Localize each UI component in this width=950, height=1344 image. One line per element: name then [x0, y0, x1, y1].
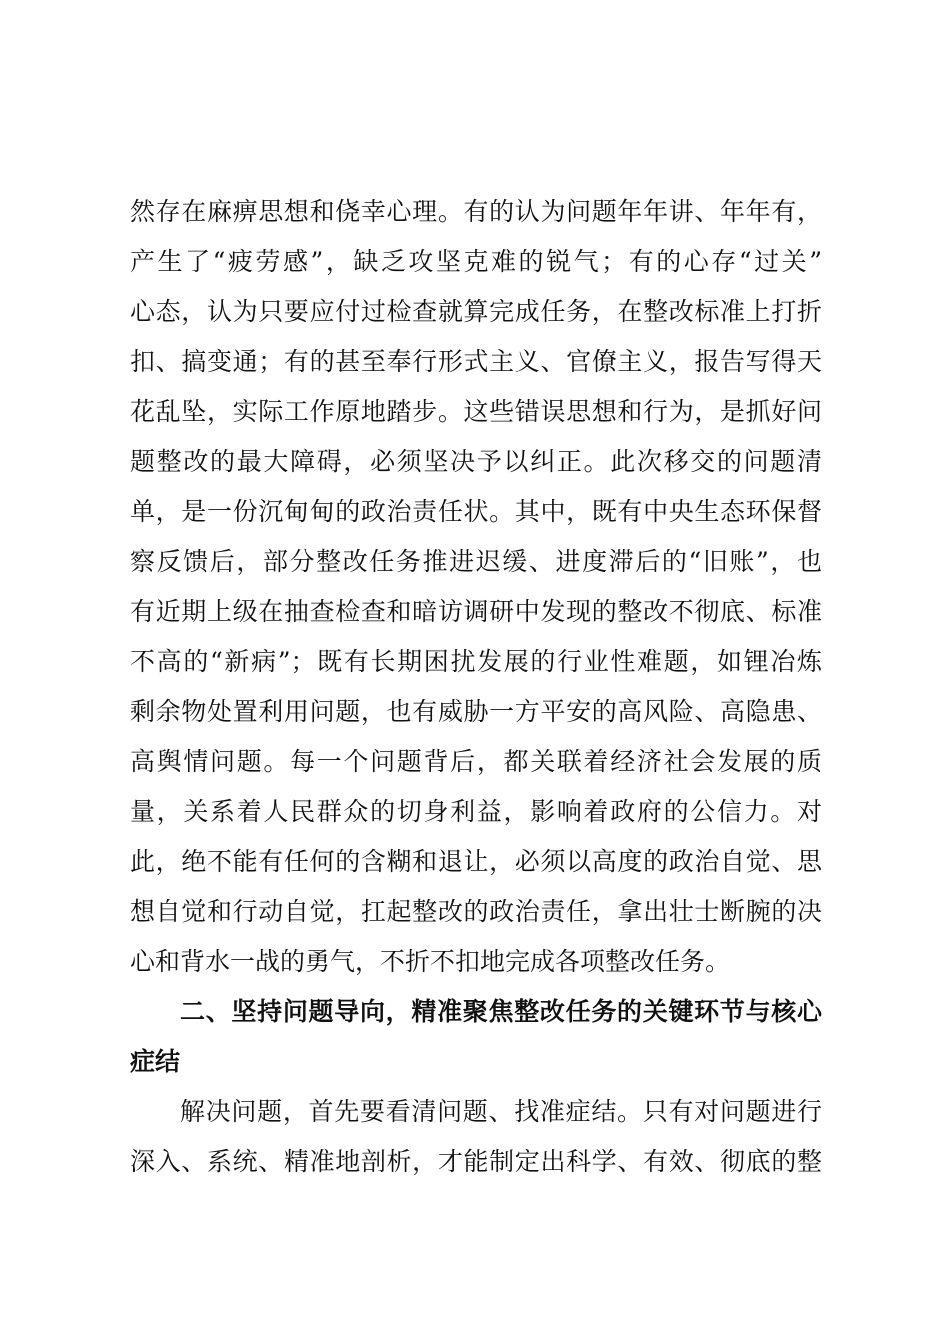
- text-line: 扣、搞变通；有的甚至奉行形式主义、官僚主义，报告写得天: [130, 347, 822, 376]
- text-line: 题整改的最大障碍，必须坚决予以纠正。此次移交的问题清: [130, 447, 822, 476]
- text-line: 剩余物处置利用问题，也有威胁一方平安的高风险、高隐患、: [130, 697, 822, 726]
- text-line: 此，绝不能有任何的含糊和退让，必须以高度的政治自觉、思: [130, 847, 822, 876]
- text-line: 花乱坠，实际工作原地踏步。这些错误思想和行为，是抓好问: [130, 397, 822, 426]
- body-paragraph: [130, 1087, 822, 1187]
- heading-line: 二、坚持问题导向，精准聚焦整改任务的关键环节与核心: [180, 997, 822, 1026]
- text-line: 然存在麻痹思想和侥幸心理。有的认为问题年年讲、年年有，: [130, 197, 822, 226]
- text-line: 心态，认为只要应付过检查就算完成任务，在整改标准上打折: [130, 297, 822, 326]
- text-line: 察反馈后，部分整改任务推进迟缓、进度滞后的“旧账”，也: [130, 547, 822, 576]
- text-line: 有近期上级在抽查检查和暗访调研中发现的整改不彻底、标准: [130, 597, 822, 626]
- document-page: [130, 187, 822, 1187]
- text-line: 想自觉和行动自觉，扛起整改的政治责任，拿出壮士断腕的决: [130, 897, 822, 926]
- text-line: 量，关系着人民群众的切身利益，影响着政府的公信力。对: [130, 797, 822, 826]
- text-line: 单，是一份沉甸甸的政治责任状。其中，既有中央生态环保督: [130, 497, 822, 526]
- text-line: 不高的“新病”；既有长期困扰发展的行业性难题，如锂冶炼: [130, 647, 822, 676]
- heading-line: 症结: [130, 1047, 181, 1076]
- section-heading: [130, 987, 822, 1087]
- text-line: 深入、系统、精准地剖析，才能制定出科学、有效、彻底的整: [130, 1147, 822, 1176]
- text-line: 产生了“疲劳感”，缺乏攻坚克难的锐气；有的心存“过关”: [130, 247, 822, 276]
- text-line: 解决问题，首先要看清问题、找准症结。只有对问题进行: [180, 1097, 822, 1126]
- text-line: 心和背水一战的勇气，不折不扣地完成各项整改任务。: [130, 947, 731, 976]
- text-line: 高舆情问题。每一个问题背后，都关联着经济社会发展的质: [130, 747, 822, 776]
- body-paragraph: [130, 187, 822, 987]
